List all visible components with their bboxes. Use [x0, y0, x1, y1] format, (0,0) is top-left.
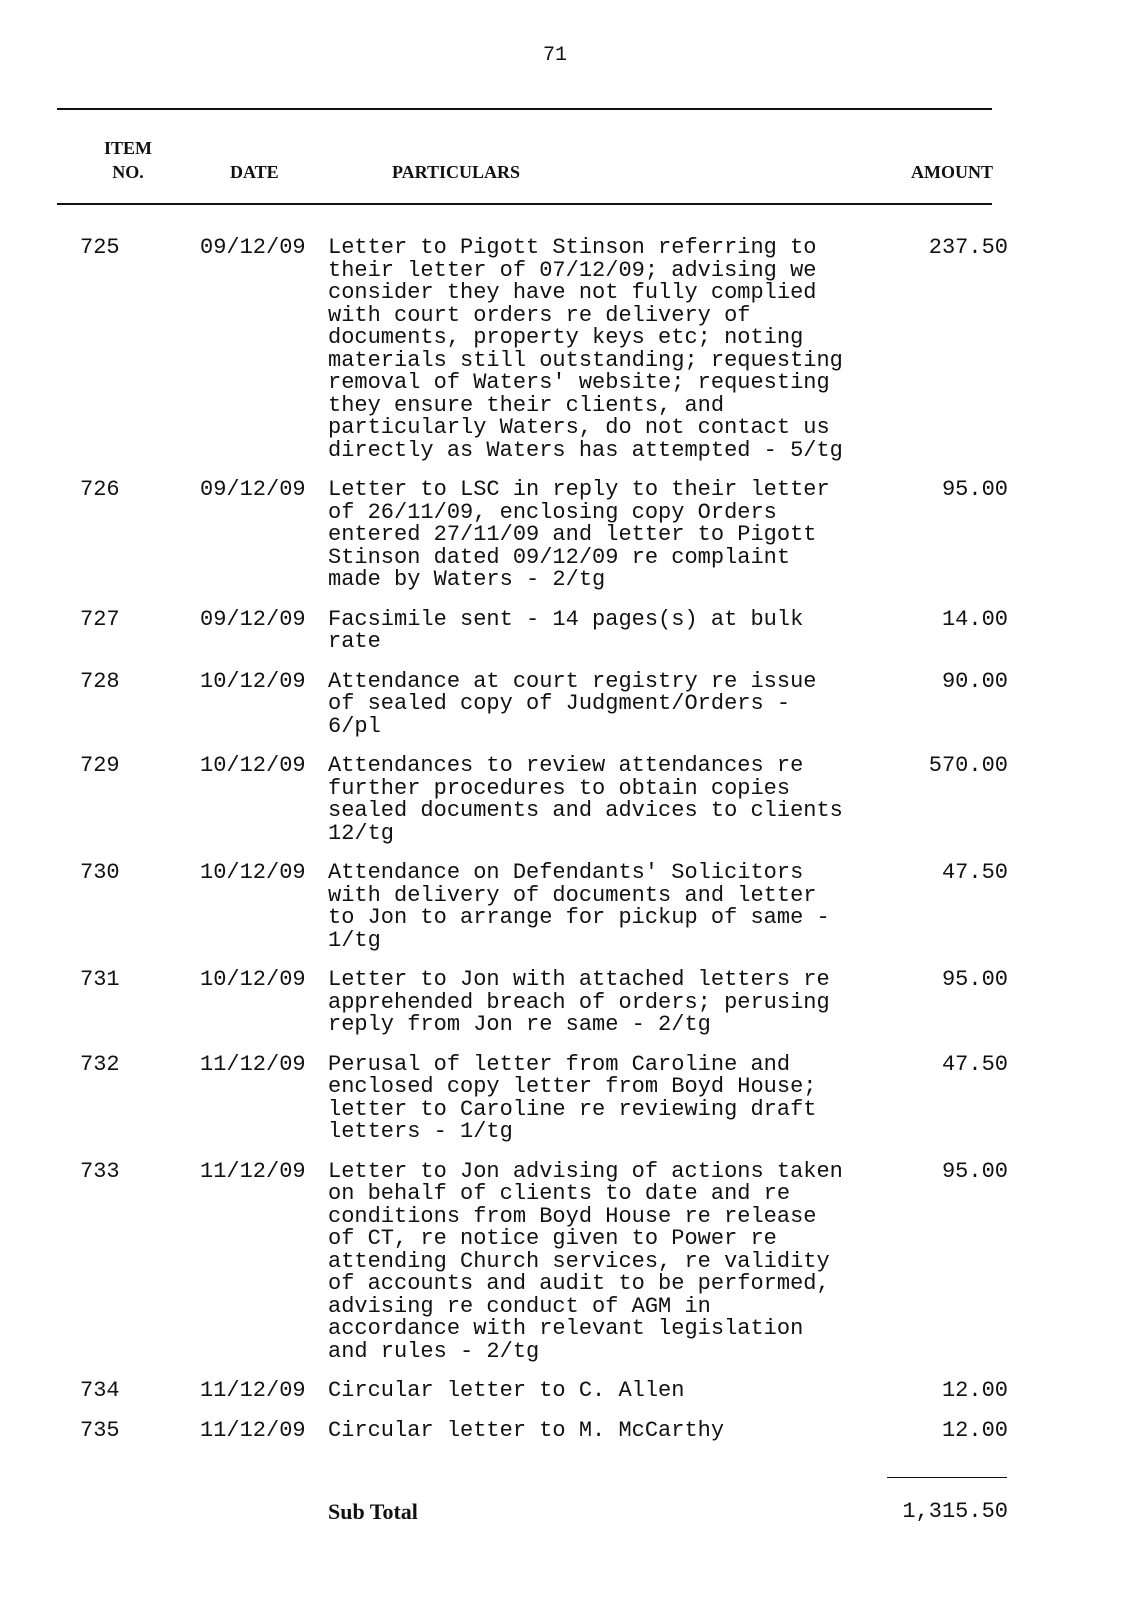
item-amount: 95.00: [941, 477, 1008, 502]
header-date: DATE: [230, 162, 279, 182]
item-amount: 570.00: [928, 753, 1008, 778]
item-number: 725: [80, 235, 120, 260]
item-particulars: Attendance at court registry re issue of sealed copy of Judgment/Orders - 6/pl: [328, 668, 817, 739]
ledger-row: [0, 862, 1123, 952]
item-number: 732: [80, 1051, 120, 1077]
ledger-row: [0, 479, 1123, 592]
item-number: 734: [80, 1378, 120, 1403]
header-top-rule: [57, 108, 992, 110]
item-number: 731: [80, 967, 120, 992]
header-bottom-rule: [57, 203, 992, 205]
item-date: 10/12/09: [200, 967, 306, 992]
item-number: 727: [80, 606, 120, 632]
item-amount: 14.00: [941, 606, 1008, 632]
item-date: 10/12/09: [200, 753, 306, 778]
item-particulars: Letter to Jon advising of actions taken on behalf of clients to date and re conditions from Boyd House re release of CT, re notice given to Power re attending Church services, re validity of accounts and audit to be performed, advising re conduct of AGM in accordance with relevant legislation and rules - 2/tg: [328, 1158, 843, 1364]
item-particulars: Perusal of letter from Caroline and enclosed copy letter from Boyd House; letter to Caroline re reviewing draft letters - 1/tg: [328, 1051, 817, 1144]
ledger-entries: [0, 237, 1123, 1459]
item-date: 09/12/09: [200, 477, 306, 502]
ledger-row: [0, 969, 1123, 1037]
item-amount: 47.50: [941, 860, 1008, 885]
item-number: 728: [80, 668, 120, 694]
item-number: 735: [80, 1417, 120, 1443]
item-amount: 237.50: [928, 235, 1008, 260]
ledger-row: [0, 1158, 1123, 1364]
ledger-row: [0, 1380, 1123, 1403]
item-amount: 12.00: [941, 1417, 1008, 1443]
ledger-row: [0, 755, 1123, 845]
item-number: 726: [80, 477, 120, 502]
header-particulars: PARTICULARS: [392, 162, 521, 182]
item-particulars: Letter to LSC in reply to their letter of 26/11/09, enclosing copy Orders entered 27/11/09 and letter to Pigott Stinson dated 09/12/09 re complaint made by Waters - 2/tg: [328, 477, 830, 592]
header-item-no: ITEM NO.: [103, 138, 152, 182]
item-number: 729: [80, 753, 120, 778]
item-date: 11/12/09: [200, 1158, 306, 1184]
item-particulars: Attendance on Defendants' Solicitors with delivery of documents and letter to Jon to arrange for pickup of same - 1/tg: [328, 860, 830, 953]
item-number: 733: [80, 1158, 120, 1184]
item-amount: 12.00: [941, 1378, 1008, 1403]
ledger-row: [0, 1417, 1123, 1443]
item-particulars: Facsimile sent - 14 pages(s) at bulk rate: [328, 606, 804, 654]
item-particulars: Circular letter to M. McCarthy: [328, 1417, 725, 1443]
item-date: 10/12/09: [200, 860, 306, 885]
item-date: 11/12/09: [200, 1417, 306, 1443]
item-amount: 90.00: [941, 668, 1008, 694]
item-particulars: Letter to Pigott Stinson referring to their letter of 07/12/09; advising we consider they have not fully complied with court orders re delivery of documents, property keys etc; noting materials still outstanding; requesting removal of Waters' website; requesting they ensure their clients, and particularly Waters, do not contact us directly as Waters has attempted - 5/tg: [328, 235, 843, 463]
item-amount: 95.00: [941, 967, 1008, 992]
item-number: 730: [80, 860, 120, 885]
item-particulars: Circular letter to C. Allen: [328, 1378, 685, 1403]
subtotal-label: Sub Total: [328, 1499, 418, 1524]
page-number: 71: [542, 44, 567, 67]
header-amount: AMOUNT: [911, 162, 993, 182]
item-amount: 95.00: [941, 1158, 1008, 1184]
item-date: 11/12/09: [200, 1051, 306, 1077]
ledger-row: [0, 237, 1123, 462]
subtotal-amount: 1,315.50: [902, 1499, 1008, 1524]
subtotal-rule: [887, 1477, 1007, 1478]
item-date: 09/12/09: [200, 235, 306, 260]
ledger-row: [0, 668, 1123, 739]
item-date: 10/12/09: [200, 668, 306, 694]
item-particulars: Letter to Jon with attached letters re apprehended breach of orders; perusing reply from Jon re same - 2/tg: [328, 967, 830, 1037]
ledger-row: [0, 1051, 1123, 1144]
item-amount: 47.50: [941, 1051, 1008, 1077]
item-particulars: Attendances to review attendances re further procedures to obtain copies sealed documents and advices to clients 12/tg: [328, 753, 843, 846]
ledger-row: [0, 606, 1123, 654]
item-date: 11/12/09: [200, 1378, 306, 1403]
item-date: 09/12/09: [200, 606, 306, 632]
